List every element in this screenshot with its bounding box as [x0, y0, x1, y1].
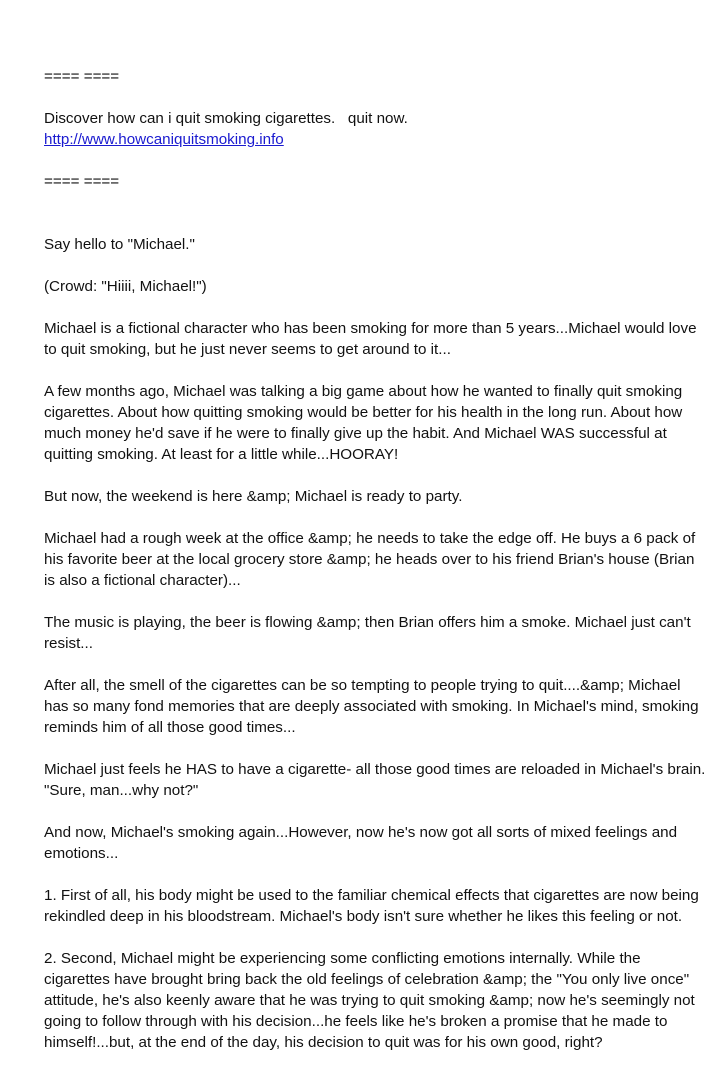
promo-block [44, 108, 690, 150]
paragraph-line: Michael just feels he HAS to have a cigarette- all those good times are reloaded in Michael's brain. [44, 761, 706, 778]
paragraph-line: And now, Michael's smoking again...However, now he's now got all sorts of mixed feelings and [44, 824, 678, 841]
paragraph-line: After all, the smell of the cigarettes can be so tempting to people trying to quit....&amp; Michael [44, 677, 681, 694]
paragraph-line: his favorite beer at the local grocery store &amp; he heads over to his friend Brian's house (Brian [44, 551, 695, 568]
section-spacer [44, 213, 690, 234]
paragraph-line: quitting smoking. At least for a little while...HOORAY! [44, 446, 399, 463]
paragraph-line: "Sure, man...why not?" [44, 782, 199, 799]
document-page [44, 66, 706, 1074]
paragraph-6 [44, 528, 696, 591]
paragraph-line: to quit smoking, but he just never seems to get around to it... [44, 341, 451, 358]
paragraph-line: The music is playing, the beer is flowing &amp; then Brian offers him a smoke. Michael just can't [44, 614, 691, 631]
separator-text: ==== ==== [44, 68, 120, 85]
paragraph-line: going to follow through with his decision...he feels like he's broken a promise that he made to [44, 1013, 668, 1030]
paragraph-7 [44, 612, 690, 654]
paragraph-line: 2. Second, Michael might be experiencing some conflicting emotions internally. While the [44, 950, 641, 967]
paragraph-line: Michael is a fictional character who has been smoking for more than 5 years...Michael would love [44, 320, 697, 337]
paragraph-4 [44, 381, 690, 465]
separator-text: ==== ==== [44, 173, 120, 190]
paragraph-1 [44, 234, 690, 255]
paragraph-8 [44, 675, 699, 738]
paragraph-line: A few months ago, Michael was talking a big game about how he wanted to finally quit smoking [44, 383, 683, 400]
paragraph-line: cigarettes. About how quitting smoking would be better for his health in the long run. About how [44, 404, 683, 421]
paragraph-3 [44, 318, 697, 360]
header-separator-bottom [44, 171, 690, 192]
paragraph-12 [44, 948, 695, 1053]
promo-text: Discover how can i quit smoking cigarettes. quit now. [44, 110, 408, 127]
paragraph-line: emotions... [44, 845, 119, 862]
paragraph-line: rekindled deep in his bloodstream. Michael's body isn't sure whether he likes this feeling or not. [44, 908, 683, 925]
paragraph-10 [44, 822, 690, 864]
paragraph-line: Say hello to "Michael." [44, 236, 195, 253]
paragraph-line: 1. First of all, his body might be used to the familiar chemical effects that cigarettes are now being [44, 887, 699, 904]
paragraph-11 [44, 885, 699, 927]
paragraph-line: attitude, he's also keenly aware that he was trying to quit smoking &amp; now he's seemingly not [44, 992, 695, 1009]
paragraph-line: (Crowd: "Hiiii, Michael!") [44, 278, 207, 295]
paragraph-line: Michael had a rough week at the office &amp; he needs to take the edge off. He buys a 6 pack of [44, 530, 696, 547]
paragraph-line: cigarettes have brought bring back the old feelings of celebration &amp; the "You only live once" [44, 971, 690, 988]
paragraph-line: has so many fond memories that are deeply associated with smoking. In Michael's mind, smoking [44, 698, 699, 715]
paragraph-2 [44, 276, 690, 297]
paragraph-9 [44, 759, 706, 801]
paragraph-line: much money he'd save if he were to finally give up the habit. And Michael WAS successful at [44, 425, 667, 442]
paragraph-line: resist... [44, 635, 93, 652]
header-separator-top [44, 66, 690, 87]
promo-link[interactable]: http://www.howcaniquitsmoking.info [44, 131, 284, 148]
paragraph-line: himself!...but, at the end of the day, his decision to quit was for his own good, right? [44, 1034, 603, 1051]
paragraph-line: But now, the weekend is here &amp; Michael is ready to party. [44, 488, 463, 505]
paragraph-line: is also a fictional character)... [44, 572, 241, 589]
paragraph-5 [44, 486, 690, 507]
paragraph-line: reminds him of all those good times... [44, 719, 296, 736]
